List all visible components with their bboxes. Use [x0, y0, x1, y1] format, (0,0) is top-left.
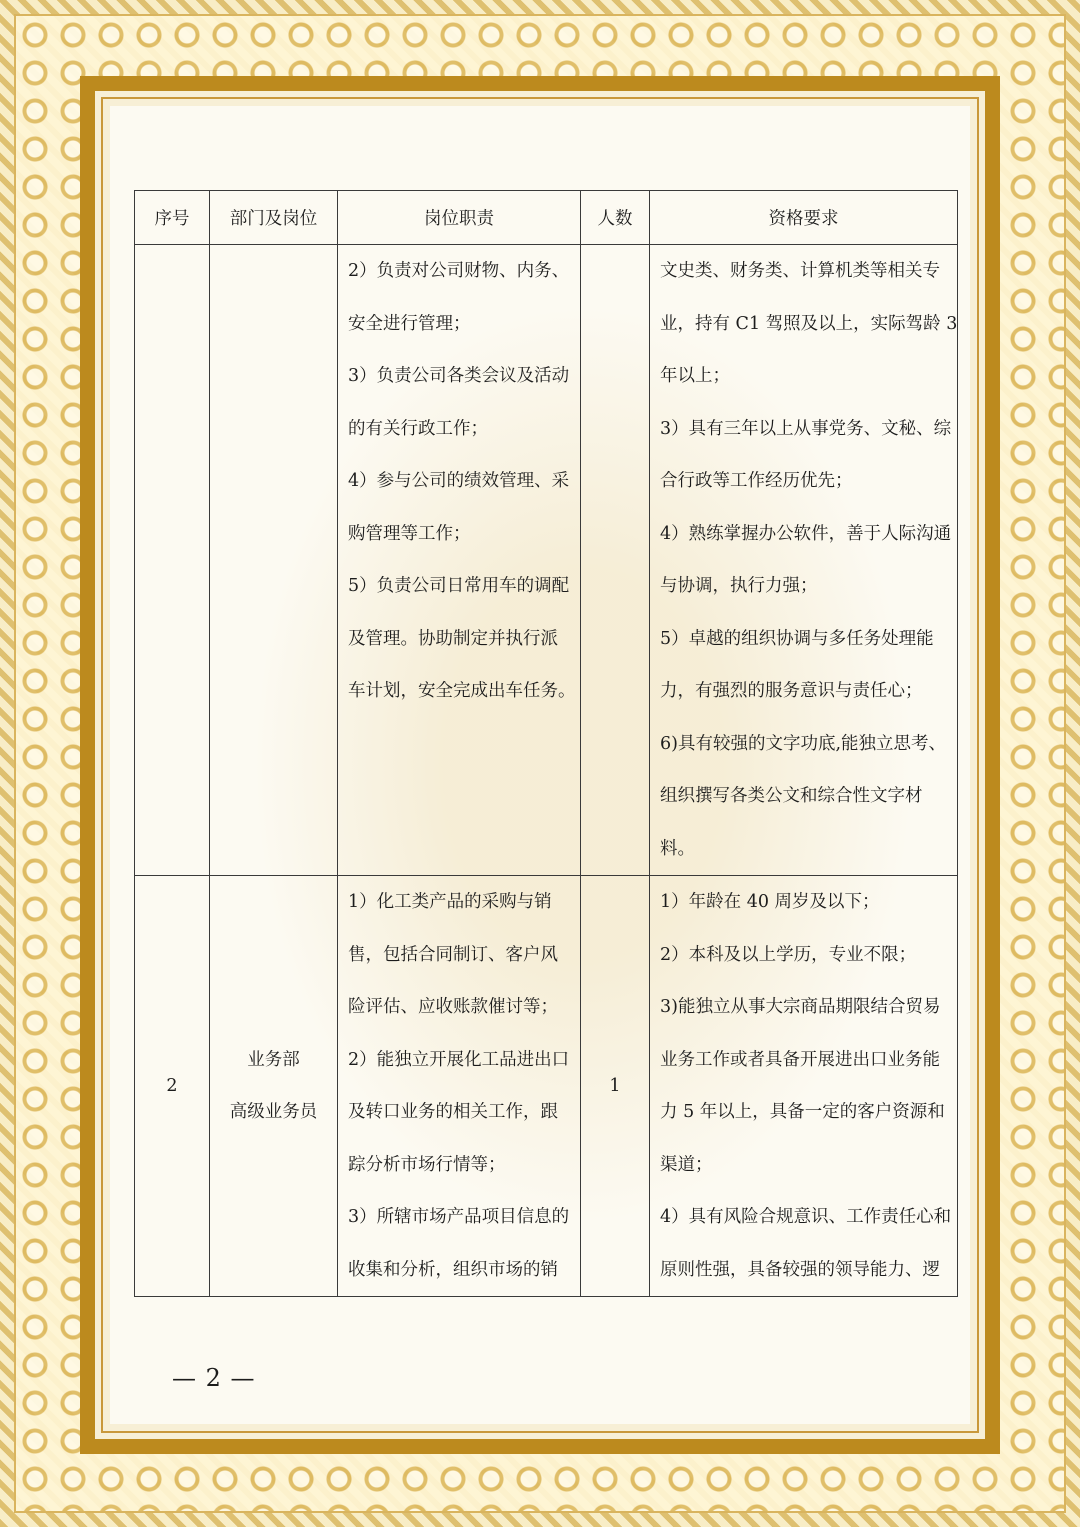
requirement-line: 文史类、财务类、计算机类等相关专: [660, 261, 940, 281]
table-header-row: [135, 191, 958, 245]
requirement-line: 3)能独立从事大宗商品期限结合贸易: [660, 997, 941, 1017]
duty-line: 及管理。协助制定并执行派: [348, 628, 558, 649]
row-count: [581, 245, 650, 876]
requirement-line: 力，有强烈的服务意识与责任心；: [660, 681, 923, 701]
row-requirements: [650, 876, 958, 1297]
duty-line: 险评估、应收账款催讨等；: [348, 997, 558, 1017]
position-name: 高级业务员: [229, 1102, 318, 1122]
duty-line: 售，包括合同制订、客户风: [348, 944, 558, 965]
page-number: — 2 —: [172, 1364, 256, 1392]
header-index: 序号: [135, 191, 210, 245]
requirement-line: 6)具有较强的文字功底,能独立思考、: [660, 733, 947, 754]
requirement-line: 业，持有 C1 驾照及以上，实际驾龄 3: [660, 313, 958, 334]
row-requirements: [650, 245, 958, 876]
duty-line: 2）负责对公司财物、内务、: [348, 261, 570, 281]
duty-line: 车计划，安全完成出车任务。: [348, 681, 576, 701]
requirement-line: 合行政等工作经历优先；: [660, 471, 853, 491]
requirement-line: 与协调，执行力强；: [660, 576, 818, 596]
requirement-line: 料。: [660, 838, 695, 859]
header-department: 部门及岗位: [210, 191, 338, 245]
duty-line: 2）能独立开展化工品进出口: [348, 1049, 570, 1070]
row-count: 1: [581, 876, 650, 1297]
requirement-line: 2）本科及以上学历，专业不限；: [660, 944, 917, 965]
department-name: 业务部: [247, 1049, 300, 1070]
header-duties: 岗位职责: [338, 191, 581, 245]
header-requirements: 资格要求: [650, 191, 958, 245]
recruitment-table: [134, 190, 958, 1297]
requirement-line: 业务工作或者具备开展进出口业务能: [660, 1049, 940, 1070]
row-department: [210, 245, 338, 876]
duty-line: 3）所辖市场产品项目信息的: [348, 1207, 570, 1227]
row-duties: [338, 876, 581, 1297]
requirement-line: 渠道；: [660, 1154, 713, 1175]
row-duties: [338, 245, 581, 876]
duty-line: 踪分析市场行情等；: [348, 1154, 506, 1175]
duty-line: 及转口业务的相关工作，跟: [348, 1102, 558, 1122]
duty-line: 3）负责公司各类会议及活动: [348, 366, 570, 386]
requirement-line: 力 5 年以上，具备一定的客户资源和: [660, 1102, 945, 1122]
table-row: [135, 245, 958, 876]
requirement-line: 4）熟练掌握办公软件，善于人际沟通: [660, 523, 952, 544]
duty-line: 4）参与公司的绩效管理、采: [348, 471, 570, 491]
requirement-line: 4）具有风险合规意识、工作责任心和: [660, 1207, 952, 1227]
duty-line: 购管理等工作；: [348, 523, 471, 544]
duty-line: 1）化工类产品的采购与销: [348, 892, 552, 912]
requirement-line: 5）卓越的组织协调与多任务处理能: [660, 628, 934, 649]
requirement-line: 年以上；: [660, 366, 730, 386]
row-index: [135, 245, 210, 876]
requirement-line: 3）具有三年以上从事党务、文秘、综: [660, 418, 952, 439]
requirement-line: 1）年龄在 40 周岁及以下；: [660, 892, 880, 912]
row-index: 2: [135, 876, 210, 1297]
requirement-line: 组织撰写各类公文和综合性文字材: [660, 786, 923, 806]
duty-line: 收集和分析，组织市场的销: [348, 1259, 558, 1280]
header-count: 人数: [581, 191, 650, 245]
requirement-line: 原则性强，具备较强的领导能力、逻: [660, 1259, 940, 1280]
duty-line: 的有关行政工作；: [348, 418, 488, 439]
duty-line: 安全进行管理；: [348, 313, 471, 334]
table-row: [135, 876, 958, 1297]
duty-line: 5）负责公司日常用车的调配: [348, 576, 570, 596]
row-department: [210, 876, 338, 1297]
